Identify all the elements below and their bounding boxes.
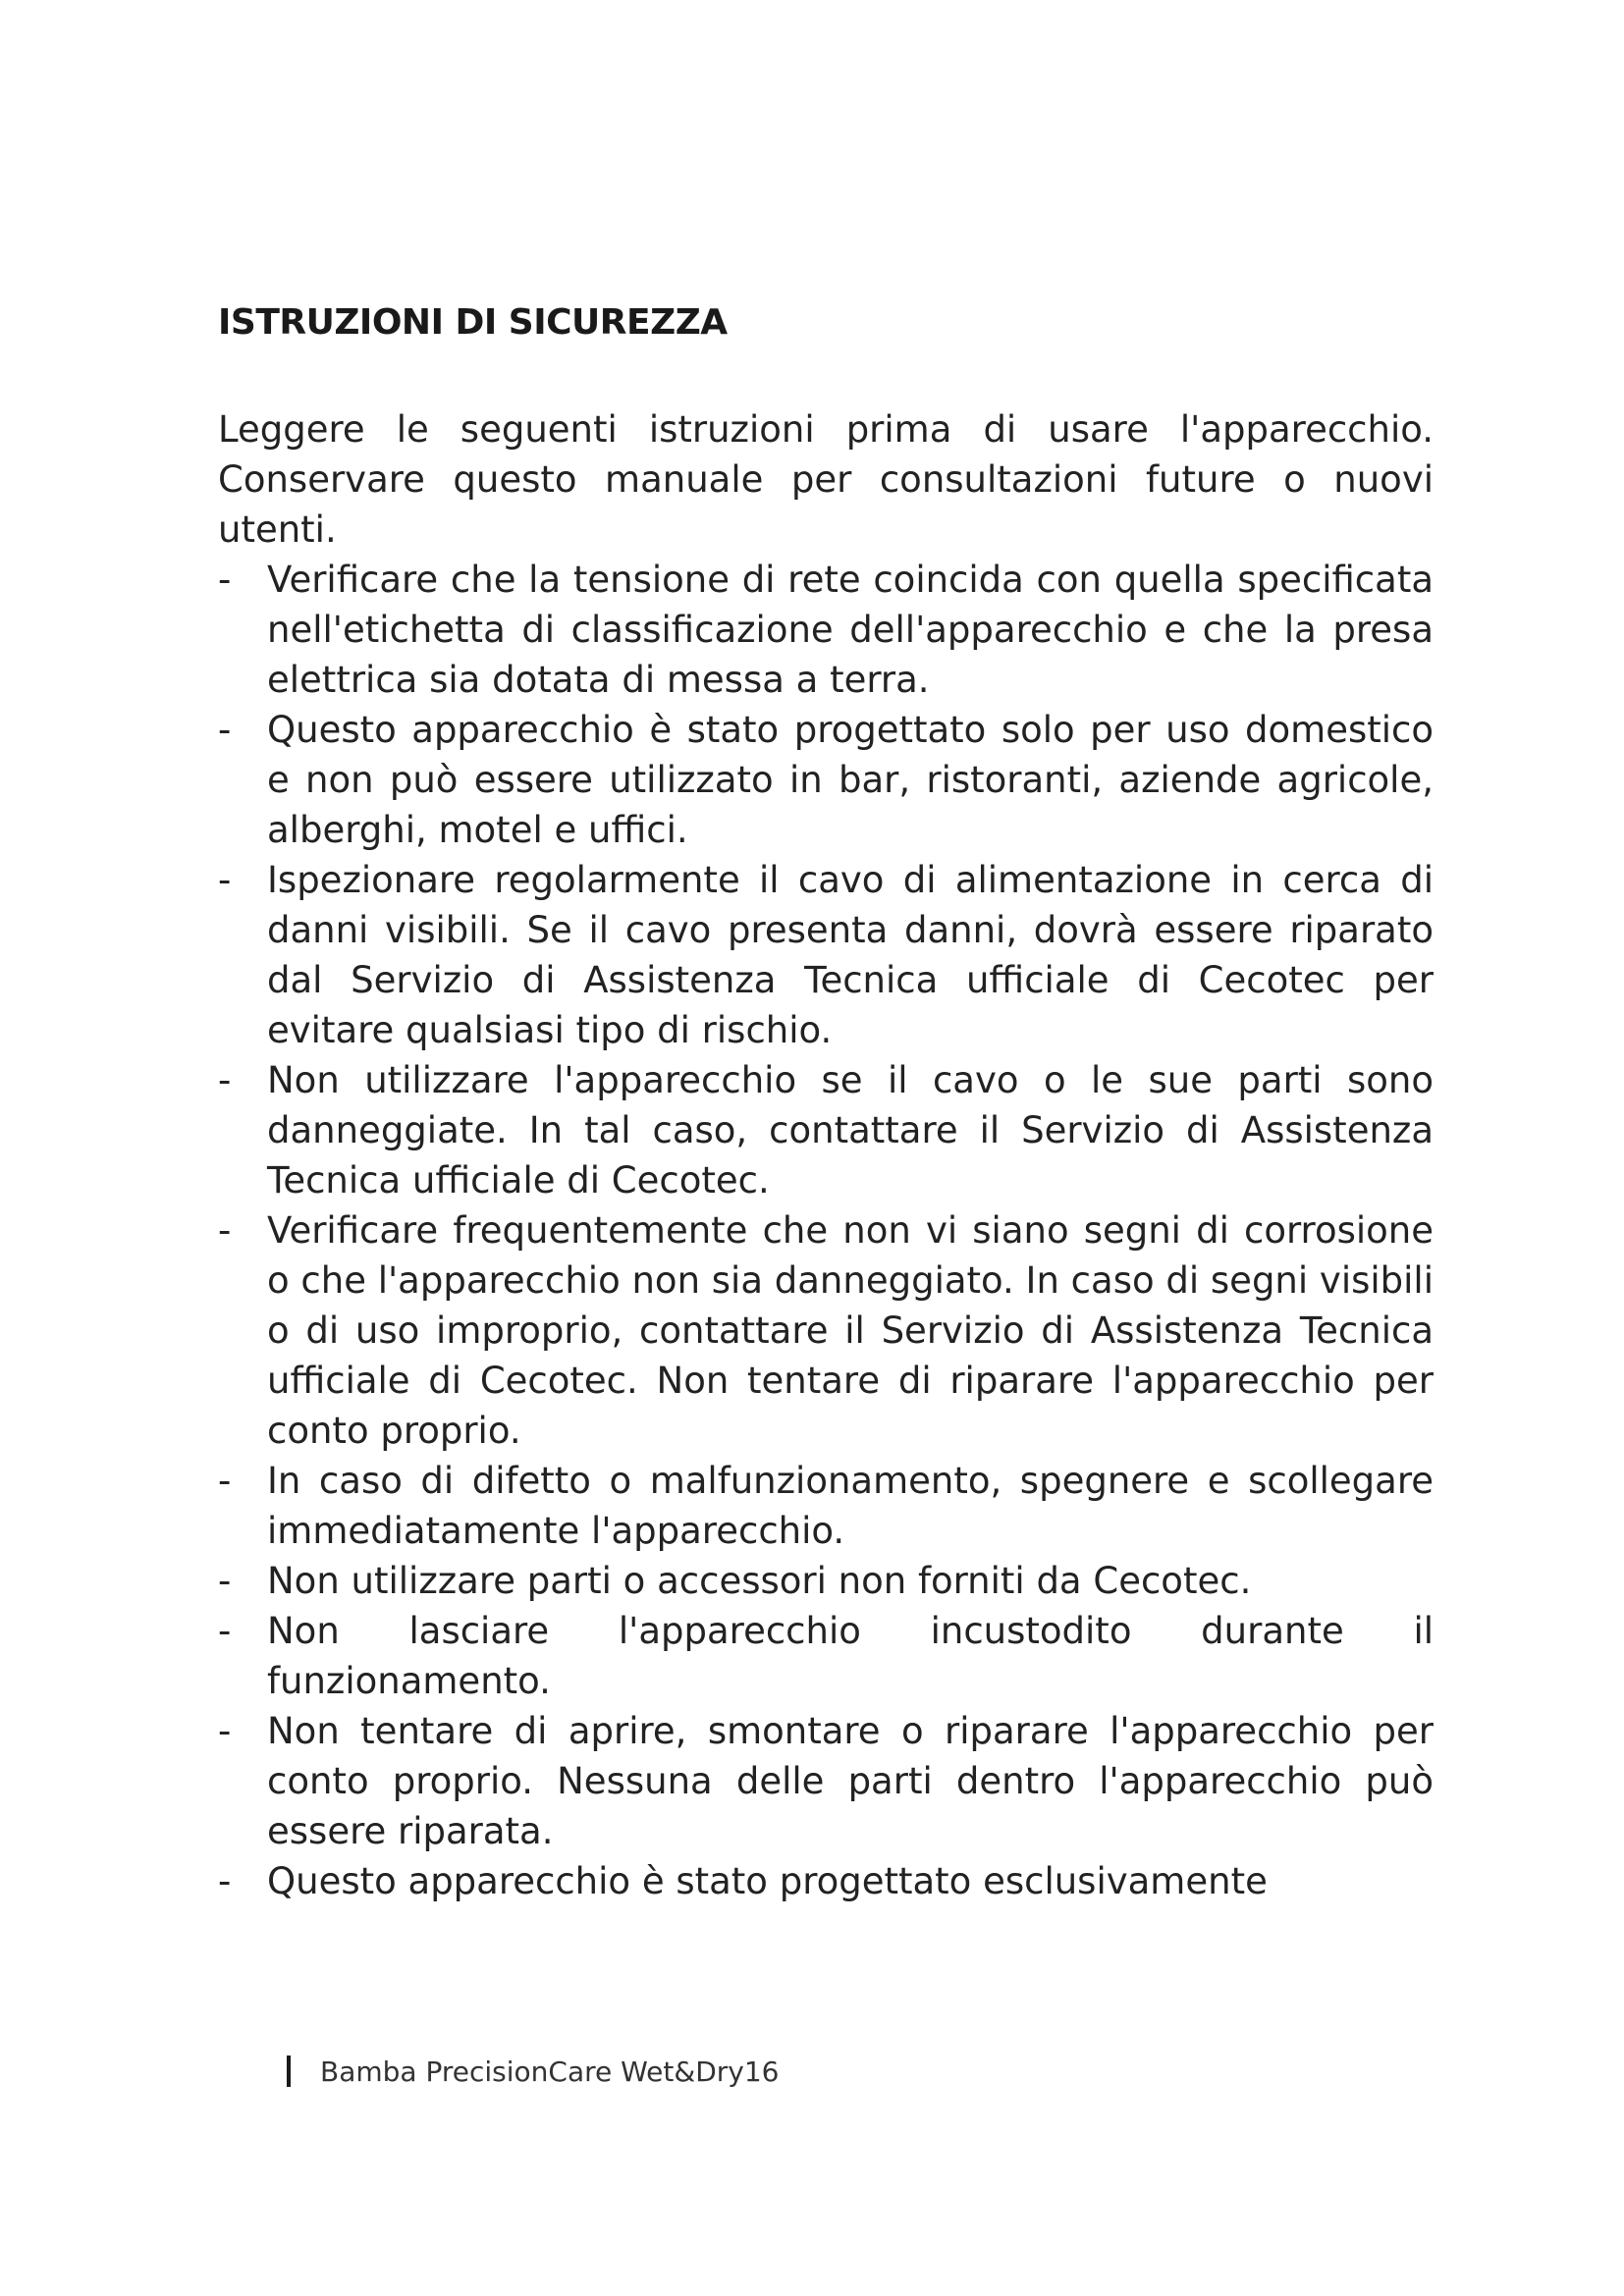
list-item-text: Questo apparecchio è stato progettato solo per uso domestico e non può essere utilizzato in bar, ristoranti, aziende agricole, alberghi, motel e uffici. [267,709,1434,851]
bullet-dash: - [218,1710,232,1752]
footer-product-name: Bamba PrecisionCare Wet&Dry16 [320,2055,780,2088]
list-item [218,1055,1434,1205]
bullet-dash: - [218,559,232,601]
list-item [218,1606,1434,1706]
bullet-dash: - [218,859,232,901]
section-title: ISTRUZIONI DI SICUREZZA [218,302,728,343]
list-item [218,1706,1434,1856]
list-item-text: Non lasciare l'apparecchio incustodito durante il funzionamento. [267,1610,1434,1702]
bullet-dash: - [218,1209,232,1252]
footer-divider [287,2056,291,2087]
page-footer [287,2052,780,2091]
list-item-text: Non utilizzare parti o accessori non forniti da Cecotec. [267,1560,1252,1602]
list-item [218,855,1434,1055]
list-item [218,1856,1434,1906]
list-item [218,1456,1434,1556]
list-item-text: Verificare frequentemente che non vi siano segni di corrosione o che l'apparecchio non sia danneggiato. In caso di segni visibili o di uso improprio, contattare il Servizio di Assistenza Tecnica ufficiale di Cecotec. Non tentare di riparare l'apparecchio per conto proprio. [267,1209,1434,1452]
bullet-dash: - [218,1560,232,1602]
list-item-text: Questo apparecchio è stato progettato esclusivamente [267,1860,1268,1902]
bullet-dash: - [218,1610,232,1652]
safety-content [218,404,1434,1906]
list-item-text: Ispezionare regolarmente il cavo di alimentazione in cerca di danni visibili. Se il cavo presenta danni, dovrà essere riparato dal Servizio di Assistenza Tecnica ufficiale di Cecotec per evitare qualsiasi tipo di rischio. [267,859,1434,1051]
bullet-dash: - [218,1460,232,1502]
bullet-dash: - [218,1059,232,1101]
list-item-text: Non tentare di aprire, smontare o riparare l'apparecchio per conto proprio. Nessuna delle parti dentro l'apparecchio può essere riparata. [267,1710,1434,1852]
safety-instructions-list [218,555,1434,1906]
list-item [218,1205,1434,1456]
list-item [218,1556,1434,1606]
list-item-text: Verificare che la tensione di rete coincida con quella specificata nell'etichetta di classificazione dell'apparecchio e che la presa elettrica sia dotata di messa a terra. [267,559,1434,701]
intro-paragraph: Leggere le seguenti istruzioni prima di usare l'apparecchio. Conservare questo manuale per consultazioni future o nuovi utenti. [218,408,1434,551]
list-item [218,555,1434,705]
bullet-dash: - [218,1860,232,1902]
bullet-dash: - [218,709,232,751]
list-item-text: Non utilizzare l'apparecchio se il cavo o le sue parti sono danneggiate. In tal caso, contattare il Servizio di Assistenza Tecnica ufficiale di Cecotec. [267,1059,1434,1201]
list-item-text: In caso di difetto o malfunzionamento, spegnere e scollegare immediatamente l'apparecchio. [267,1460,1434,1552]
list-item [218,705,1434,855]
